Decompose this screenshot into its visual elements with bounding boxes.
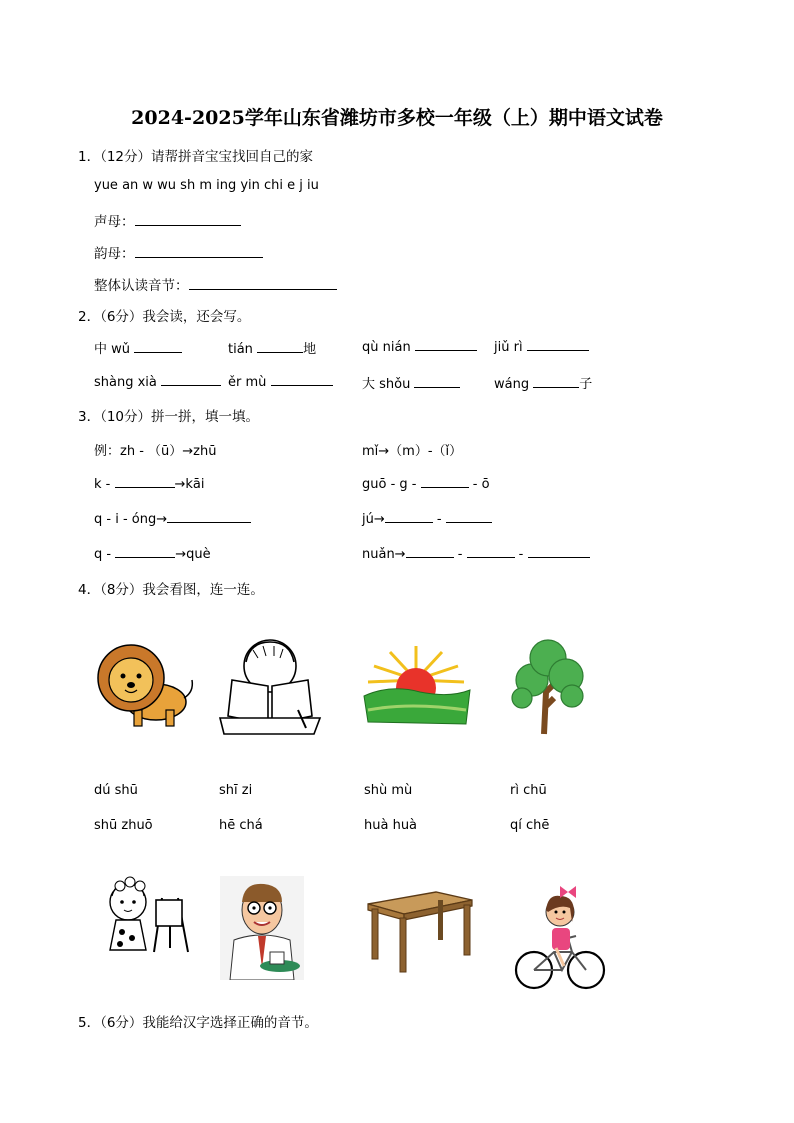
q1-whole-blank[interactable]	[189, 277, 337, 290]
q1-initials-row	[94, 210, 241, 230]
q2-pinyin: jiǔ rì	[494, 340, 523, 355]
q3-text: k -	[94, 477, 111, 492]
q2-char: 子	[579, 377, 593, 392]
tea-man-image	[220, 876, 304, 980]
q3-example-right: mǐ→（m）-（ǐ）	[362, 444, 463, 459]
q2-pinyin: shàng xià	[94, 375, 157, 390]
q3-blank[interactable]	[406, 545, 454, 558]
q2-item	[228, 338, 316, 357]
q3-text: →kāi	[174, 477, 205, 492]
q1-initials-blank[interactable]	[135, 213, 241, 226]
q2-item	[362, 373, 460, 392]
q1-finals-blank[interactable]	[135, 245, 263, 258]
q3-blank[interactable]	[167, 510, 251, 523]
q2-item	[494, 338, 589, 355]
table-image	[364, 886, 476, 974]
q4-pinyin[interactable]: shī zi	[219, 783, 253, 798]
q4-pinyin[interactable]: hē chá	[219, 818, 263, 833]
q3-text: jú→	[362, 512, 385, 527]
q3-item	[94, 475, 205, 492]
q1-whole-label: 整体认读音节：	[94, 278, 189, 294]
q3-text: q - i - óng→	[94, 512, 168, 527]
q2-pinyin: wáng	[494, 377, 530, 392]
q2-blank[interactable]	[414, 375, 460, 388]
q1-initials-label: 声母：	[94, 214, 135, 230]
q3-blank[interactable]	[385, 510, 433, 523]
q2-blank[interactable]	[161, 373, 221, 386]
q3-blank[interactable]	[446, 510, 492, 523]
q1-heading: 1．（12分）请帮拼音宝宝找回自己的家	[78, 149, 314, 165]
q3-blank[interactable]	[421, 475, 469, 488]
q4-pinyin[interactable]: shū zhuō	[94, 818, 153, 833]
q2-heading: 2．（6分）我会读，还会写。	[78, 309, 251, 325]
q2-item	[228, 373, 333, 390]
q3-text: - ō	[472, 477, 490, 492]
page-title: 2024-2025学年山东省潍坊市多校一年级（上）期中语文试卷	[131, 107, 663, 129]
q1-pinyin-list: yue an w wu sh m ing yin chi e j iu	[94, 178, 319, 193]
q2-pinyin: qù nián	[362, 340, 411, 355]
q3-text: q -	[94, 547, 112, 562]
q2-pinyin: tián	[228, 342, 253, 357]
q3-example: 例：zh - （ū）→zhū	[94, 444, 217, 459]
q2-blank[interactable]	[271, 373, 333, 386]
q4-pinyin[interactable]: dú shū	[94, 783, 138, 798]
q3-blank[interactable]	[528, 545, 590, 558]
q4-pinyin[interactable]: qí chē	[510, 818, 550, 833]
q3-item	[94, 510, 251, 527]
q3-heading: 3．（10分）拼一拼，填一填。	[78, 409, 260, 425]
tree-image	[510, 636, 586, 736]
q2-item	[94, 373, 221, 390]
q4-pinyin[interactable]: huà huà	[364, 818, 418, 833]
sunrise-image	[360, 640, 472, 726]
q3-item: nuǎn→ - -	[362, 545, 590, 562]
q2-pinyin: ěr mù	[228, 375, 267, 390]
reading-boy-image	[218, 636, 322, 736]
painting-child-image	[98, 876, 194, 954]
q2-item	[94, 338, 182, 357]
q2-blank[interactable]	[533, 375, 579, 388]
q2-item	[494, 373, 592, 392]
q1-finals-label: 韵母：	[94, 246, 135, 262]
q3-text: nuǎn→	[362, 547, 406, 562]
q2-item	[362, 338, 477, 355]
cycling-girl-image	[512, 882, 608, 992]
q4-heading: 4．（8分）我会看图，连一连。	[78, 582, 264, 598]
q1-whole-row	[94, 274, 337, 294]
q3-blank[interactable]	[467, 545, 515, 558]
q2-blank[interactable]	[415, 338, 477, 351]
q3-text: guō - g -	[362, 477, 417, 492]
q2-blank[interactable]	[134, 340, 182, 353]
q2-blank[interactable]	[257, 340, 303, 353]
q2-pinyin: 大 shǒu	[362, 377, 411, 392]
q4-pinyin[interactable]: rì chū	[510, 783, 547, 798]
q3-item	[362, 475, 490, 492]
q3-blank[interactable]	[115, 545, 175, 558]
q5-heading: 5．（6分）我能给汉字选择正确的音节。	[78, 1015, 318, 1031]
q1-finals-row	[94, 242, 263, 262]
q3-item	[94, 545, 211, 562]
q3-blank[interactable]	[115, 475, 175, 488]
lion-image	[96, 640, 196, 730]
q2-pinyin: 中 wǔ	[94, 342, 131, 357]
q4-pinyin[interactable]: shù mù	[364, 783, 413, 798]
q2-blank[interactable]	[527, 338, 589, 351]
q2-char: 地	[303, 342, 317, 357]
q3-text: →què	[175, 547, 211, 562]
q3-item: jú→ -	[362, 510, 492, 527]
